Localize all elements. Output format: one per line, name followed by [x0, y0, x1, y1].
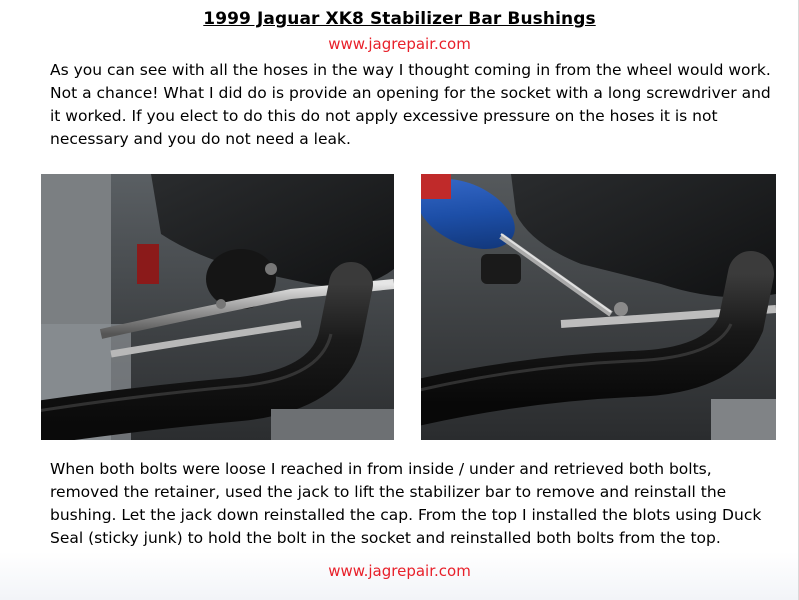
paragraph-top: As you can see with all the hoses in the way I thought coming in from the wheel would work. Not a chance! What I did do is provide an opening for the socket with a long screwdriver and it worked. If you elect to do this do not apply excessive pressure on the hoses it is not necessary and you do not need a leak. — [50, 61, 771, 148]
website-url-top: www.jagrepair.com — [328, 35, 471, 53]
photo-screwdriver-opening-right — [421, 174, 776, 440]
photo-engine-bay-left — [41, 174, 394, 440]
page-title: 1999 Jaguar XK8 Stabilizer Bar Bushings — [203, 9, 596, 29]
paragraph-bottom: When both bolts were loose I reached in from inside / under and retrieved both bolts, removed the retainer, used the jack to lift the stabilizer bar to remove and reinstall the bushing. Let the jack down reinstalled the cap. From the top I installed the blots using Duck Seal (sticky junk) to hold the bolt in the socket and reinstalled both bolts from the top. — [50, 460, 762, 547]
website-url-bottom: www.jagrepair.com — [328, 562, 471, 580]
